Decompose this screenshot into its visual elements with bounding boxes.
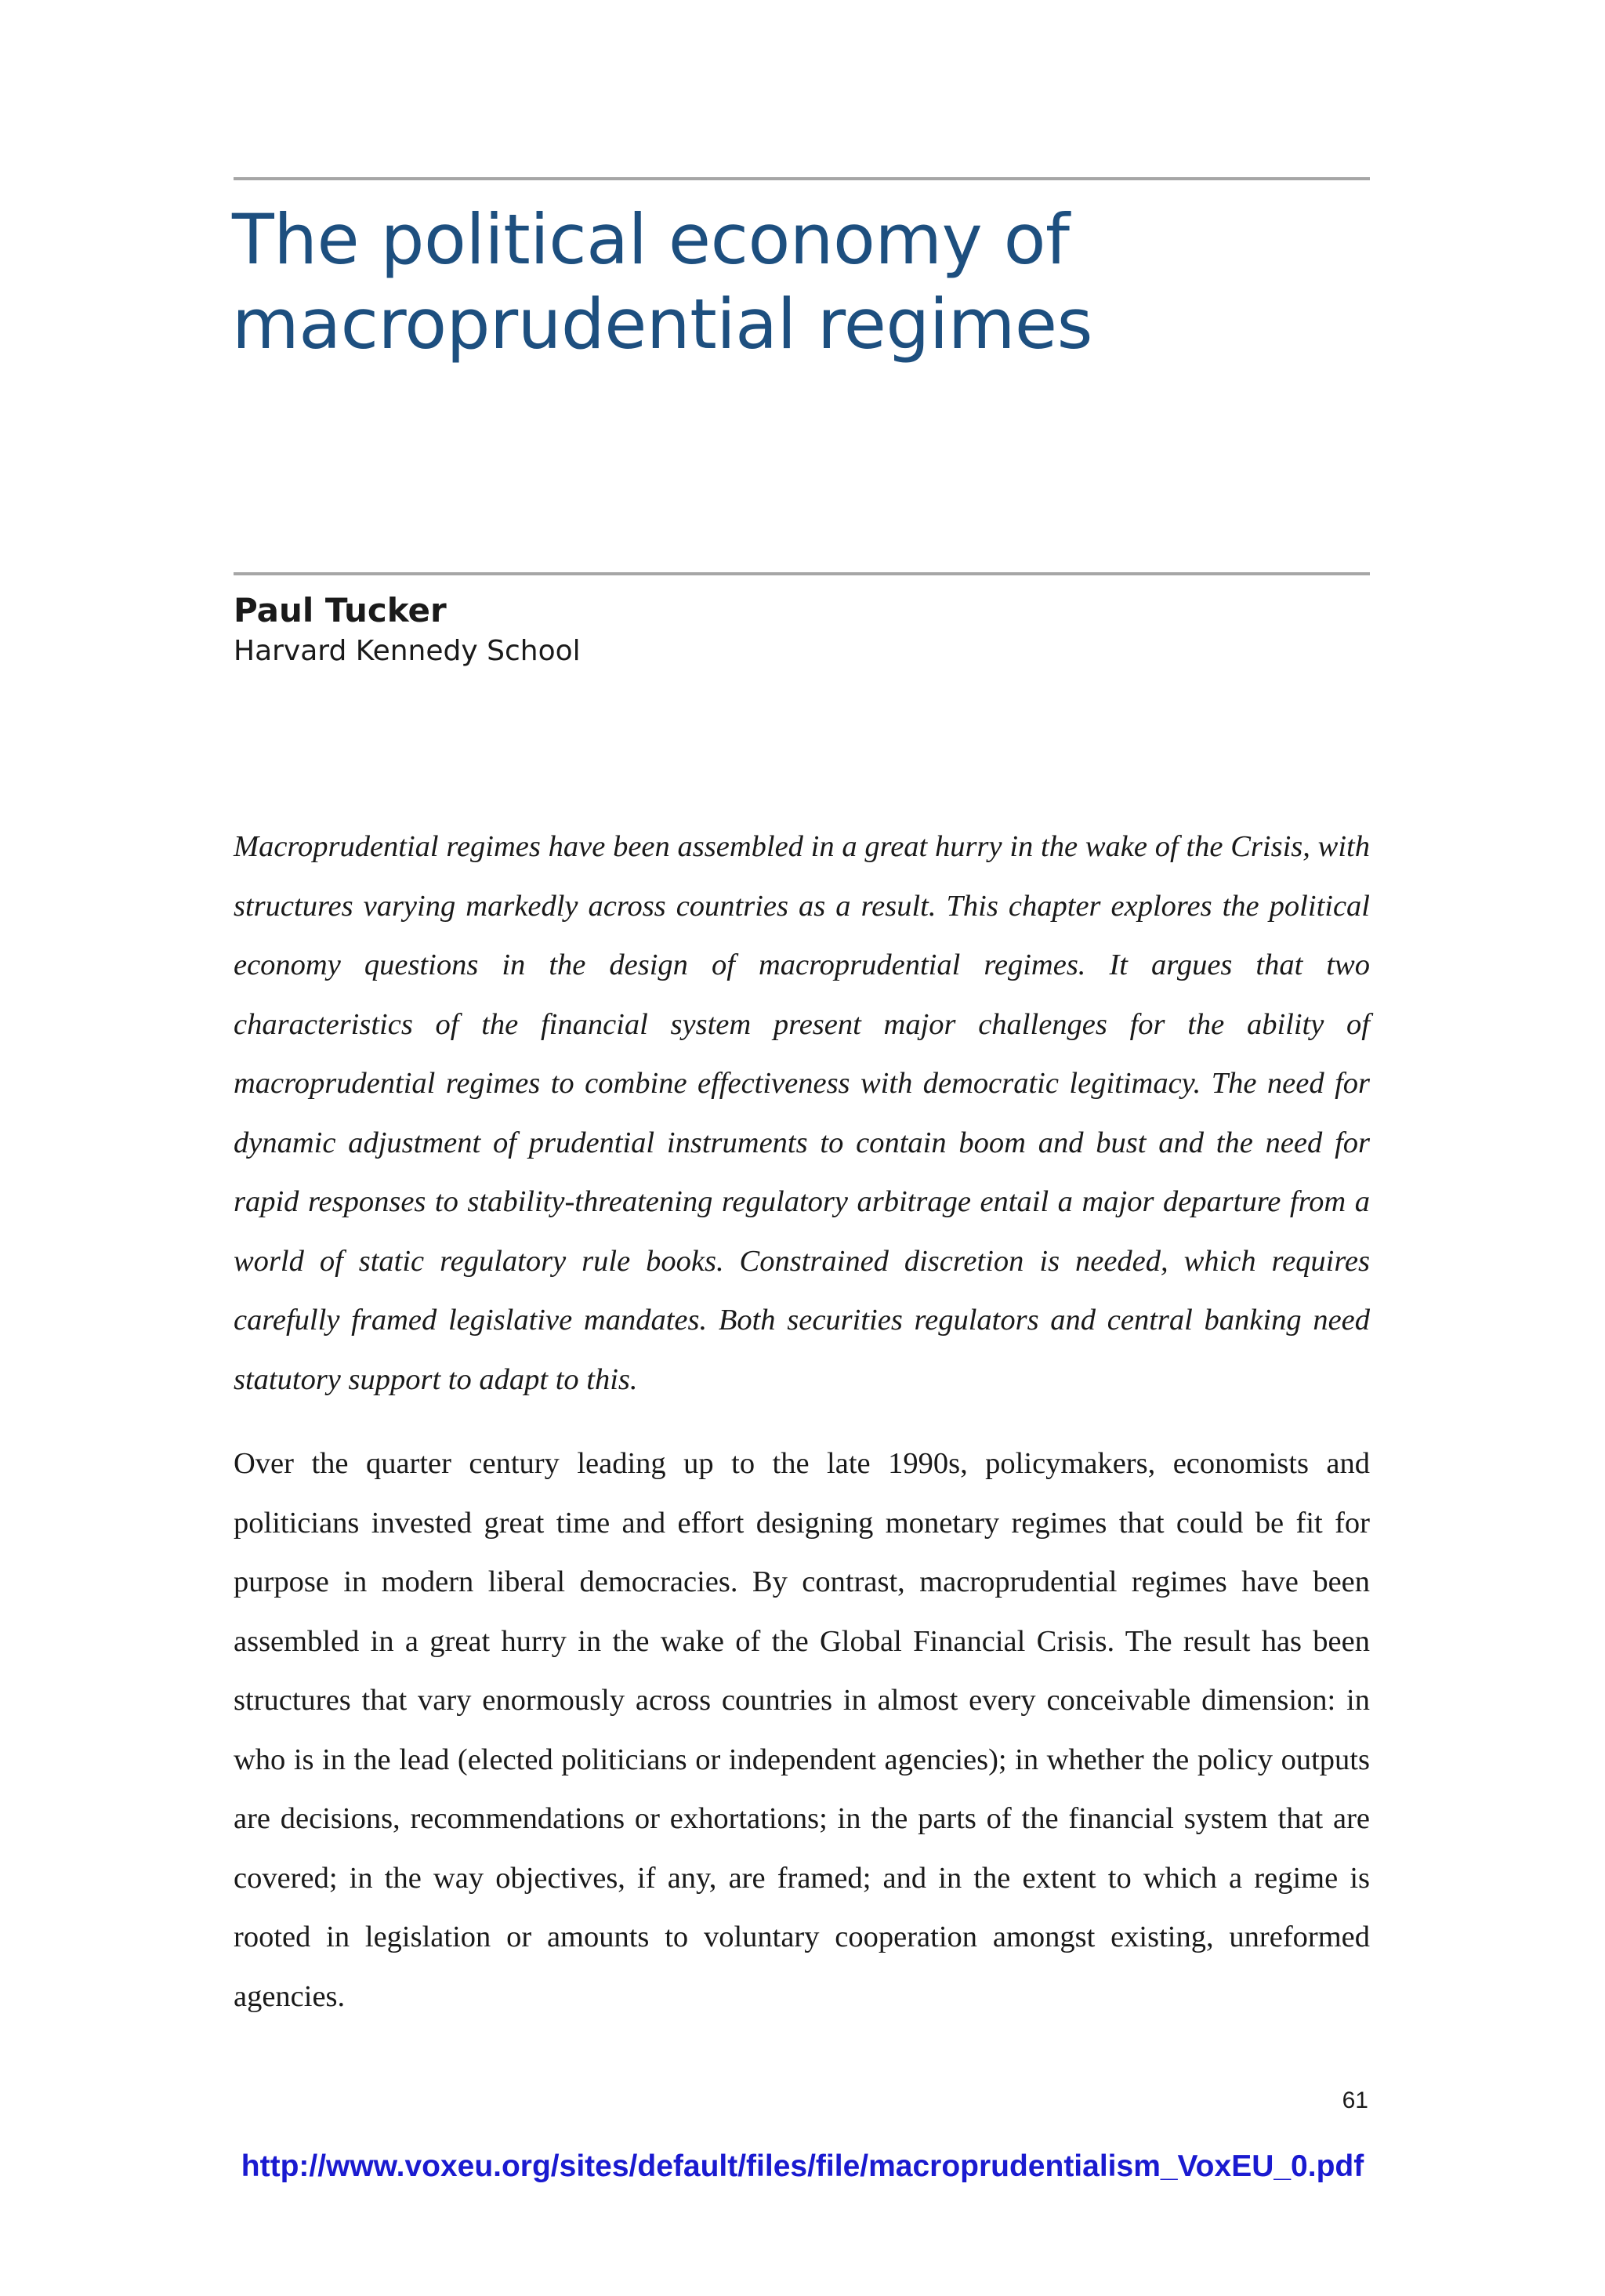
chapter-title-line-1: The political economy of [232, 199, 1070, 280]
chapter-title [232, 198, 1368, 367]
top-divider [234, 177, 1370, 180]
abstract-paragraph: Macroprudential regimes have been assembled in a great hurry in the wake of the Crisis, with structures varying markedly across countries as a result. This chapter explores the political economy questions in the design of macroprudential regimes. It argues that two characteristics of the financial system present major challenges for the ability of macroprudential regimes to combine effectiveness with democratic legitimacy. The need for dynamic adjustment of prudential instruments to contain boom and bust and the need for rapid responses to stability-threatening regulatory arbitrage entail a major departure from a world of static regulatory rule books. Constrained discretion is needed, which requires carefully framed legislative mandates. Both securities regulators and central banking need statutory support to adapt to this. [234, 830, 1370, 1396]
source-url-link[interactable]: http://www.voxeu.org/sites/default/files/file/macroprudentialism_VoxEU_0.pdf [241, 2149, 1364, 2183]
chapter-title-line-2: macroprudential regimes [232, 284, 1092, 365]
page-number: 61 [1342, 2087, 1368, 2113]
author-block [234, 589, 1370, 671]
author-divider [234, 572, 1370, 575]
author-affiliation: Harvard Kennedy School [234, 635, 581, 667]
author-name: Paul Tucker [234, 591, 447, 629]
body-paragraph: Over the quarter century leading up to the late 1990s, policymakers, economists and politicians invested great time and effort designing monetary regimes that could be fit for purpose in modern liberal democracies. By contrast, macroprudential regimes have been assembled in a great hurry in the wake of the Global Financial Crisis. The result has been structures that vary enormously across countries in almost every conceivable dimension: in who is in the lead (elected politicians or independent agencies); in whether the policy outputs are decisions, recommendations or exhortations; in the parts of the financial system that are covered; in the way objectives, if any, are framed; and in the extent to which a regime is rooted in legislation or amounts to voluntary cooperation amongst existing, unreformed agencies. [234, 1447, 1370, 2013]
